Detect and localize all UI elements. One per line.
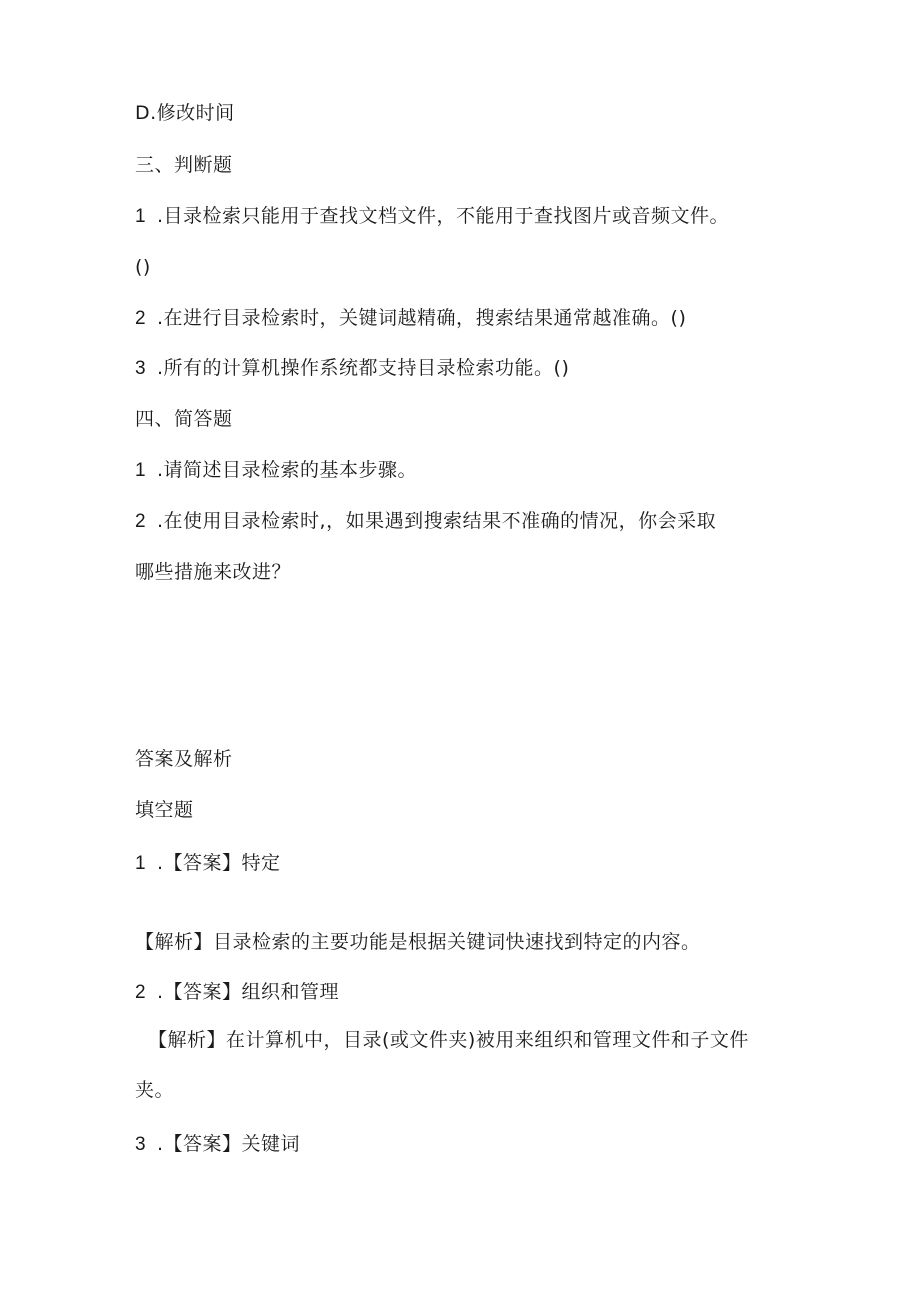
analysis-1: 【解析】目录检索的主要功能是根据关键词快速找到特定的内容。	[135, 931, 701, 953]
question-number: 1	[135, 460, 147, 481]
question-text: .在进行目录检索时，关键词越精确，搜索结果通常越准确。()	[157, 307, 687, 329]
judgment-question-1	[135, 203, 729, 230]
question-text: .请简述目录检索的基本步骤。	[157, 459, 418, 481]
question-number: 1	[135, 206, 147, 227]
short-answer-question-2-continued: 哪些措施来改进？	[135, 561, 292, 583]
answers-heading: 答案及解析	[135, 748, 233, 770]
answer-text: .【答案】组织和管理	[157, 981, 340, 1003]
question-text: .所有的计算机操作系统都支持目录检索功能。()	[157, 357, 570, 379]
section-heading-judgment: 三、判断题	[135, 154, 233, 176]
answer-3	[135, 1131, 300, 1158]
option-d	[135, 100, 235, 126]
question-number: 3	[135, 358, 147, 379]
judgment-question-2	[135, 305, 686, 332]
question-text: .目录检索只能用于查找文档文件，不能用于查找图片或音频文件。	[157, 205, 730, 227]
analysis-2-continued: 夹。	[135, 1079, 175, 1101]
answer-1	[135, 850, 281, 877]
answer-number: 2	[135, 982, 147, 1003]
answer-text: .【答案】特定	[157, 852, 281, 874]
answer-text: .【答案】关键词	[157, 1133, 301, 1155]
question-text: .在使用目录检索时,，如果遇到搜索结果不准确的情况，你会采取	[157, 510, 717, 532]
analysis-2: 【解析】在计算机中，目录(或文件夹)被用来组织和管理文件和子文件	[148, 1029, 749, 1051]
question-number: 2	[135, 308, 147, 329]
answer-number: 1	[135, 853, 147, 874]
answers-section-fill-blank: 填空题	[135, 799, 194, 821]
option-d-text: D.修改时间	[135, 102, 235, 124]
judgment-question-1-answer-slot: ()	[135, 256, 151, 278]
short-answer-question-1	[135, 457, 417, 484]
short-answer-question-2	[135, 508, 716, 535]
section-heading-short-answer: 四、简答题	[135, 408, 233, 430]
answer-number: 3	[135, 1134, 147, 1155]
answer-2	[135, 979, 339, 1006]
question-number: 2	[135, 511, 147, 532]
judgment-question-3	[135, 355, 569, 382]
